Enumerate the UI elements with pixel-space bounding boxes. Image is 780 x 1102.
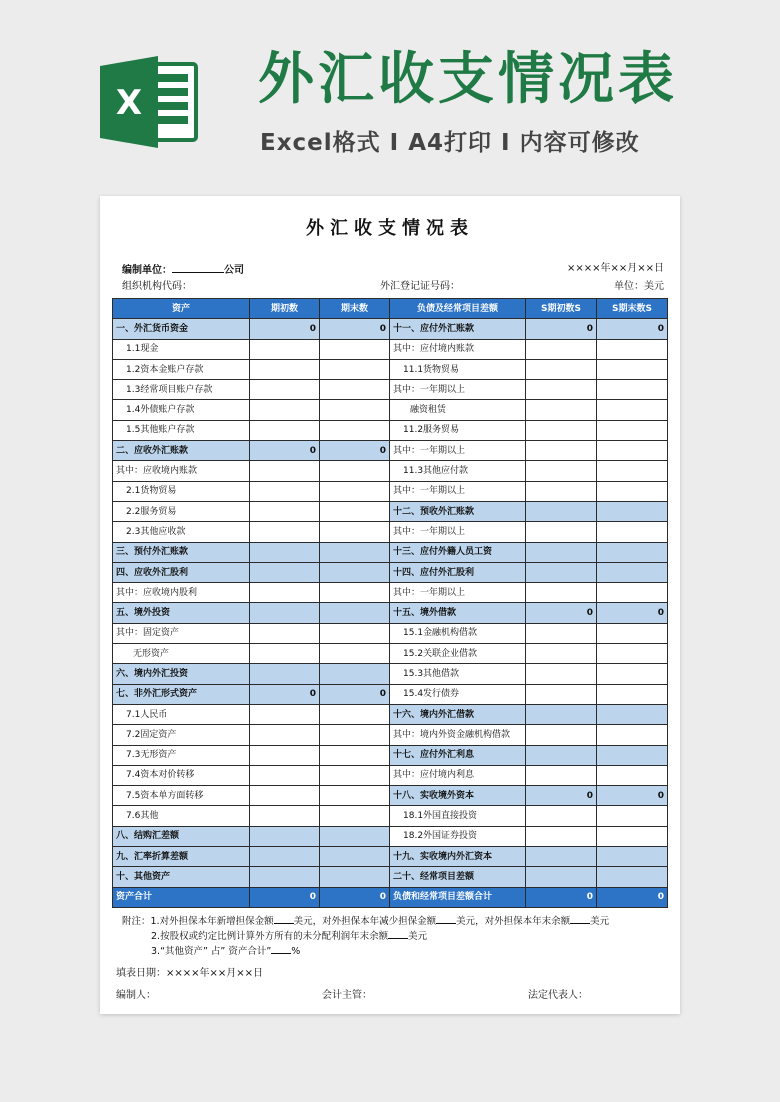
table-cell[interactable]: 十六、境内外汇借款: [390, 704, 526, 724]
table-cell[interactable]: 1.1现金: [113, 339, 250, 359]
table-cell[interactable]: [320, 359, 390, 379]
fx-registration-label: 外汇登记证号码：: [380, 281, 460, 292]
table-cell[interactable]: 其中：一年期以上: [390, 522, 526, 542]
table-cell[interactable]: [250, 501, 320, 521]
table-cell[interactable]: [250, 644, 320, 664]
table-cell[interactable]: [526, 420, 597, 440]
table-cell[interactable]: [597, 684, 668, 704]
table-cell[interactable]: 15.2关联企业借款: [390, 644, 526, 664]
accountant-label: 会计主管：: [322, 990, 372, 1001]
total-cell: 0: [320, 887, 390, 907]
table-cell[interactable]: [320, 765, 390, 785]
table-cell[interactable]: 十一、应付外汇账款: [390, 319, 526, 339]
table-cell[interactable]: 八、结购汇差额: [113, 826, 250, 846]
table-row: [113, 623, 668, 643]
table-cell[interactable]: [320, 826, 390, 846]
table-cell[interactable]: 十二、预收外汇账款: [390, 501, 526, 521]
banner-title: 外汇收支情况表: [258, 47, 678, 112]
unit-label: 编制单位：: [122, 265, 172, 276]
table-row: [113, 664, 668, 684]
table-cell[interactable]: [320, 501, 390, 521]
table-cell[interactable]: [320, 644, 390, 664]
table-cell[interactable]: 其中：一年期以上: [390, 441, 526, 461]
table-row: [113, 603, 668, 623]
table-cell[interactable]: 七、非外汇形式资产: [113, 684, 250, 704]
table-cell[interactable]: [250, 847, 320, 867]
table-cell[interactable]: [320, 420, 390, 440]
note-1: 附注：1.对外担保本年新增担保金额 美元，对外担保本年减少担保金额 美元，对外担保本年末余额 美元: [122, 916, 610, 927]
column-header: 资产: [113, 299, 250, 319]
table-row: [113, 359, 668, 379]
total-cell: 资产合计: [113, 887, 250, 907]
table-cell[interactable]: [526, 806, 597, 826]
table-cell[interactable]: [597, 441, 668, 461]
table-cell[interactable]: 十八、实收境外资本: [390, 786, 526, 806]
table-cell[interactable]: [320, 380, 390, 400]
table-row: [113, 765, 668, 785]
table-cell[interactable]: [526, 359, 597, 379]
table-cell[interactable]: [597, 745, 668, 765]
table-cell[interactable]: [250, 481, 320, 501]
table-cell[interactable]: [526, 461, 597, 481]
table-cell[interactable]: [320, 806, 390, 826]
document-title: 外汇收支情况表: [306, 218, 474, 239]
table-cell[interactable]: 11.2服务贸易: [390, 420, 526, 440]
table-cell[interactable]: 0: [320, 441, 390, 461]
table-row: [113, 745, 668, 765]
table-cell[interactable]: 15.1金融机构借款: [390, 623, 526, 643]
org-code-label: 组织机构代码：: [122, 281, 192, 292]
table-cell[interactable]: [250, 786, 320, 806]
table-cell[interactable]: [320, 400, 390, 420]
table-cell[interactable]: 其中：应付境内账款: [390, 339, 526, 359]
table-cell[interactable]: 五、境外投资: [113, 603, 250, 623]
table-cell[interactable]: [250, 806, 320, 826]
table-row: [113, 806, 668, 826]
report-date: ××××年××月××日: [566, 263, 664, 274]
table-cell[interactable]: 7.4资本对价转移: [113, 765, 250, 785]
table-cell[interactable]: 1.3经常项目账户存款: [113, 380, 250, 400]
table-cell[interactable]: [250, 420, 320, 440]
table-cell[interactable]: [320, 603, 390, 623]
table-cell[interactable]: [597, 583, 668, 603]
table-cell[interactable]: [526, 644, 597, 664]
table-cell[interactable]: [250, 380, 320, 400]
total-cell: 0: [526, 887, 597, 907]
table-row: [113, 583, 668, 603]
table-cell[interactable]: 0: [597, 319, 668, 339]
table-cell[interactable]: [320, 664, 390, 684]
table-cell[interactable]: 融资租赁: [390, 400, 526, 420]
table-cell[interactable]: 15.4发行债券: [390, 684, 526, 704]
table-cell[interactable]: 六、境内外汇投资: [113, 664, 250, 684]
table-cell[interactable]: [597, 826, 668, 846]
fill-date: 填表日期：××××年××月××日: [116, 968, 264, 979]
table-cell[interactable]: [526, 847, 597, 867]
table-cell[interactable]: [597, 725, 668, 745]
table-cell[interactable]: 7.3无形资产: [113, 745, 250, 765]
table-cell[interactable]: 0: [250, 684, 320, 704]
table-cell[interactable]: 0: [597, 603, 668, 623]
table-cell[interactable]: 0: [597, 786, 668, 806]
table-cell[interactable]: 7.1人民币: [113, 704, 250, 724]
table-cell[interactable]: [250, 359, 320, 379]
table-cell[interactable]: [597, 704, 668, 724]
table-cell[interactable]: [250, 664, 320, 684]
table-cell[interactable]: [250, 461, 320, 481]
table-cell[interactable]: 0: [526, 786, 597, 806]
table-row: [113, 501, 668, 521]
table-cell[interactable]: [597, 501, 668, 521]
table-cell[interactable]: 其中：应付境内利息: [390, 765, 526, 785]
table-row: [113, 339, 668, 359]
table-cell[interactable]: [526, 400, 597, 420]
table-cell[interactable]: 四、应收外汇股利: [113, 562, 250, 582]
table-row: [113, 481, 668, 501]
table-cell[interactable]: 十四、应付外汇股利: [390, 562, 526, 582]
table-cell[interactable]: 十五、境外借款: [390, 603, 526, 623]
note-3: 3.“其他资产” 占” 资产合计” %: [151, 946, 301, 957]
table-cell[interactable]: [320, 704, 390, 724]
table-cell[interactable]: 2.1货物贸易: [113, 481, 250, 501]
table-cell[interactable]: 无形资产: [113, 644, 250, 664]
table-cell[interactable]: [526, 867, 597, 887]
table-cell[interactable]: [526, 826, 597, 846]
table-row: [113, 542, 668, 562]
table-cell[interactable]: 其中：应收境内账款: [113, 461, 250, 481]
table-row: [113, 684, 668, 704]
table-cell[interactable]: [526, 501, 597, 521]
table-cell[interactable]: 1.2资本金账户存款: [113, 359, 250, 379]
notes: [122, 914, 609, 959]
table-cell[interactable]: [250, 725, 320, 745]
table-cell[interactable]: [250, 400, 320, 420]
table-cell[interactable]: 十、其他资产: [113, 867, 250, 887]
table-cell[interactable]: 其中：一年期以上: [390, 481, 526, 501]
table-cell[interactable]: 其中：境内外资金融机构借款: [390, 725, 526, 745]
table-cell[interactable]: [320, 583, 390, 603]
table-cell[interactable]: [250, 704, 320, 724]
table-cell[interactable]: [597, 380, 668, 400]
table-cell[interactable]: 十七、应付外汇利息: [390, 745, 526, 765]
table-cell[interactable]: [526, 583, 597, 603]
table-cell[interactable]: [526, 441, 597, 461]
table-cell[interactable]: 7.5资本单方面转移: [113, 786, 250, 806]
table-cell[interactable]: [320, 562, 390, 582]
table-cell[interactable]: [250, 542, 320, 562]
company-blank[interactable]: [172, 262, 224, 273]
legal-rep-label: 法定代表人：: [528, 990, 588, 1001]
table-cell[interactable]: [597, 400, 668, 420]
table-cell[interactable]: 7.6其他: [113, 806, 250, 826]
table-cell[interactable]: [597, 847, 668, 867]
table-cell[interactable]: [526, 765, 597, 785]
table-row: [113, 522, 668, 542]
table-cell[interactable]: [526, 684, 597, 704]
table-cell[interactable]: [320, 623, 390, 643]
table-cell[interactable]: [526, 380, 597, 400]
table-cell[interactable]: [250, 583, 320, 603]
table-cell[interactable]: 1.5其他账户存款: [113, 420, 250, 440]
table-cell[interactable]: 18.2外国证券投资: [390, 826, 526, 846]
table-cell[interactable]: [526, 704, 597, 724]
table-cell[interactable]: [526, 664, 597, 684]
table-cell[interactable]: [320, 542, 390, 562]
table-cell[interactable]: 其中：固定资产: [113, 623, 250, 643]
table-cell[interactable]: [526, 339, 597, 359]
total-cell: 负债和经常项目差额合计: [390, 887, 526, 907]
table-cell[interactable]: [250, 339, 320, 359]
table-cell[interactable]: [320, 481, 390, 501]
table-cell[interactable]: 18.1外国直接投资: [390, 806, 526, 826]
banner: [0, 0, 780, 190]
table-cell[interactable]: [320, 847, 390, 867]
table-row: [113, 441, 668, 461]
preparer-label: 编制人：: [116, 990, 156, 1001]
excel-icon: [100, 56, 200, 148]
table-cell[interactable]: 二十、经常项目差额: [390, 867, 526, 887]
table-cell[interactable]: [320, 339, 390, 359]
table-cell[interactable]: [526, 542, 597, 562]
table-cell[interactable]: [250, 765, 320, 785]
table-row: [113, 826, 668, 846]
banner-subtitle: Excel格式 I A4打印 I 内容可修改: [260, 130, 640, 156]
table-row: [113, 725, 668, 745]
table-cell[interactable]: 二、应收外汇账款: [113, 441, 250, 461]
table-row: [113, 704, 668, 724]
table-cell[interactable]: 7.2固定资产: [113, 725, 250, 745]
fx-table: [112, 298, 668, 908]
table-cell[interactable]: [250, 623, 320, 643]
table-cell[interactable]: [250, 867, 320, 887]
table-cell[interactable]: 其中：应收境内股利: [113, 583, 250, 603]
table-row: [113, 847, 668, 867]
column-header: 期末数: [320, 299, 390, 319]
column-header: S期初数S: [526, 299, 597, 319]
table-cell[interactable]: [597, 522, 668, 542]
table-cell[interactable]: 其中：一年期以上: [390, 380, 526, 400]
table-row: [113, 420, 668, 440]
table-cell[interactable]: [597, 420, 668, 440]
table-cell[interactable]: [320, 725, 390, 745]
table-cell[interactable]: [320, 745, 390, 765]
table-header: [113, 299, 668, 319]
table-row: [113, 461, 668, 481]
table-cell[interactable]: [597, 339, 668, 359]
table-row: [113, 867, 668, 887]
table-cell[interactable]: [597, 562, 668, 582]
table-cell[interactable]: 0: [250, 441, 320, 461]
table-cell[interactable]: [250, 603, 320, 623]
table-cell[interactable]: 0: [250, 319, 320, 339]
table-cell[interactable]: 0: [320, 684, 390, 704]
table-cell[interactable]: [250, 522, 320, 542]
table-cell[interactable]: [597, 623, 668, 643]
table-row: [113, 786, 668, 806]
table-cell[interactable]: [597, 664, 668, 684]
table-cell[interactable]: [320, 867, 390, 887]
table-cell[interactable]: 0: [320, 319, 390, 339]
table-cell[interactable]: 11.3其他应付款: [390, 461, 526, 481]
logo-letter: X: [115, 83, 143, 123]
table-cell[interactable]: [597, 765, 668, 785]
column-header: S期末数S: [597, 299, 668, 319]
table-cell[interactable]: [526, 623, 597, 643]
column-header: 期初数: [250, 299, 320, 319]
table-cell[interactable]: [320, 522, 390, 542]
table-row: [113, 562, 668, 582]
note-2: 2.按股权或约定比例计算外方所有的未分配利润年末余额 美元: [151, 931, 428, 942]
table-cell[interactable]: 1.4外债账户存款: [113, 400, 250, 420]
table-row: [113, 319, 668, 339]
table-cell[interactable]: 11.1货物贸易: [390, 359, 526, 379]
table-cell[interactable]: [320, 461, 390, 481]
company-line: [122, 262, 244, 278]
table-cell[interactable]: [597, 481, 668, 501]
table-cell[interactable]: 2.2服务贸易: [113, 501, 250, 521]
table-row: [113, 400, 668, 420]
total-cell: 0: [250, 887, 320, 907]
table-cell[interactable]: [526, 745, 597, 765]
table-cell[interactable]: [597, 644, 668, 664]
table-cell[interactable]: 其中：一年期以上: [390, 583, 526, 603]
table-cell[interactable]: [250, 745, 320, 765]
table-cell[interactable]: 0: [526, 319, 597, 339]
table-row: [113, 644, 668, 664]
table-cell[interactable]: [250, 562, 320, 582]
table-total-row: [113, 887, 668, 907]
column-header: 负债及经常项目差额: [390, 299, 526, 319]
total-cell: 0: [597, 887, 668, 907]
table-cell[interactable]: 三、预付外汇账款: [113, 542, 250, 562]
table-cell[interactable]: [320, 786, 390, 806]
table-cell[interactable]: 0: [526, 603, 597, 623]
table-cell[interactable]: [526, 522, 597, 542]
currency-unit: 单位：美元: [614, 281, 664, 292]
table-row: [113, 380, 668, 400]
table-cell[interactable]: [597, 542, 668, 562]
table-cell[interactable]: [250, 826, 320, 846]
table-cell[interactable]: 十九、实收境内外汇资本: [390, 847, 526, 867]
company-suffix: 公司: [224, 265, 244, 276]
table-cell[interactable]: [597, 461, 668, 481]
table-cell[interactable]: 九、汇率折算差额: [113, 847, 250, 867]
table-cell[interactable]: [597, 867, 668, 887]
table-cell[interactable]: [526, 481, 597, 501]
table-cell[interactable]: 15.3其他借款: [390, 664, 526, 684]
table-cell[interactable]: [597, 806, 668, 826]
table-cell[interactable]: [597, 359, 668, 379]
document-sheet: [100, 196, 680, 1014]
table-cell[interactable]: 十三、应付外籍人员工资: [390, 542, 526, 562]
table-cell[interactable]: [526, 562, 597, 582]
table-cell[interactable]: 一、外汇货币资金: [113, 319, 250, 339]
table-cell[interactable]: [526, 725, 597, 745]
table-cell[interactable]: 2.3其他应收款: [113, 522, 250, 542]
